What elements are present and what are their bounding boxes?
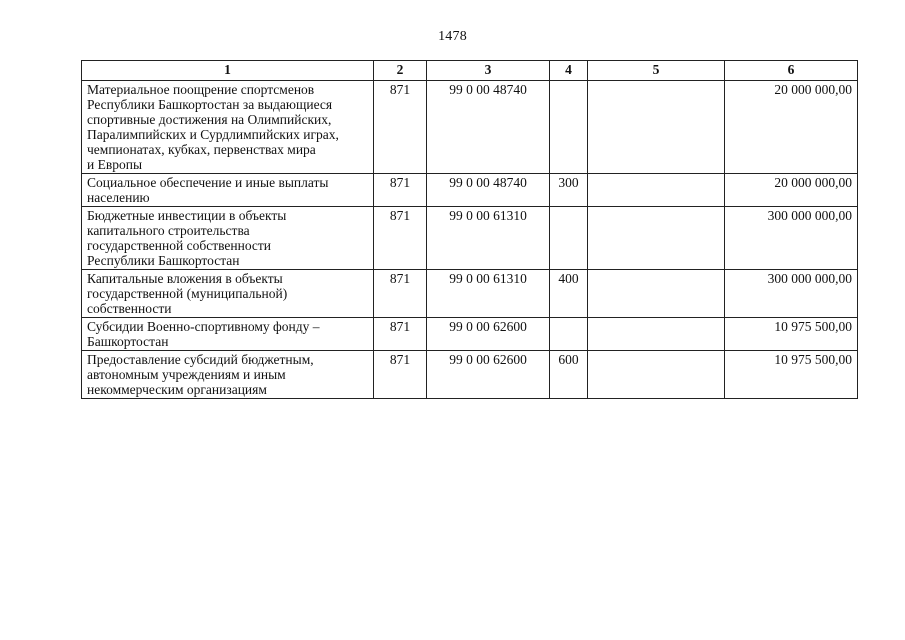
row-col4: 400 xyxy=(550,270,588,318)
row-col5 xyxy=(588,351,725,399)
row-col5 xyxy=(588,318,725,351)
row-col6: 20 000 000,00 xyxy=(725,174,858,207)
table-row xyxy=(82,174,858,207)
table-row xyxy=(82,81,858,174)
page-number: 1478 xyxy=(438,29,467,44)
row-name xyxy=(82,174,374,207)
row-col6: 10 975 500,00 xyxy=(725,318,858,351)
header-col-4: 4 xyxy=(550,61,588,81)
row-name xyxy=(82,207,374,270)
row-col5 xyxy=(588,270,725,318)
row-col2: 871 xyxy=(374,318,427,351)
row-name xyxy=(82,81,374,174)
row-col4 xyxy=(550,207,588,270)
row-col4 xyxy=(550,81,588,174)
row-name xyxy=(82,318,374,351)
row-col2: 871 xyxy=(374,81,427,174)
table-row xyxy=(82,207,858,270)
row-col2: 871 xyxy=(374,270,427,318)
budget-table xyxy=(81,60,858,399)
header-col-6: 6 xyxy=(725,61,858,81)
row-col4: 600 xyxy=(550,351,588,399)
row-col3: 99 0 00 62600 xyxy=(427,351,550,399)
header-col-3: 3 xyxy=(427,61,550,81)
row-col3: 99 0 00 61310 xyxy=(427,270,550,318)
row-col4: 300 xyxy=(550,174,588,207)
header-col-5: 5 xyxy=(588,61,725,81)
row-col5 xyxy=(588,207,725,270)
row-name-text: Материальное поощрение спортсменов Республики Башкортостан за выдающиеся спортивные достижения на Олимпийских, Паралимпийских и Сурдлимпийских играх, чемпионатах, кубках, первенствах мира и Европы xyxy=(87,82,339,172)
row-col3: 99 0 00 48740 xyxy=(427,81,550,174)
row-name xyxy=(82,270,374,318)
row-name-text: Социальное обеспечение и иные выплаты населению xyxy=(87,175,329,205)
row-col6: 300 000 000,00 xyxy=(725,207,858,270)
row-name-text: Бюджетные инвестиции в объекты капитального строительства государственной собственности Республики Башкортостан xyxy=(87,208,287,268)
header-col-1: 1 xyxy=(82,61,374,81)
table-header-row xyxy=(82,61,858,81)
row-col3: 99 0 00 48740 xyxy=(427,174,550,207)
row-col6: 10 975 500,00 xyxy=(725,351,858,399)
header-col-2: 2 xyxy=(374,61,427,81)
row-col2: 871 xyxy=(374,207,427,270)
row-col5 xyxy=(588,81,725,174)
row-name-text: Предоставление субсидий бюджетным, автономным учреждениям и иным некоммерческим организациям xyxy=(87,352,314,397)
row-name xyxy=(82,351,374,399)
row-col6: 20 000 000,00 xyxy=(725,81,858,174)
row-col3: 99 0 00 62600 xyxy=(427,318,550,351)
row-name-text: Субсидии Военно-спортивному фонду – Башкортостан xyxy=(87,319,320,349)
row-col2: 871 xyxy=(374,174,427,207)
table-row xyxy=(82,318,858,351)
row-col4 xyxy=(550,318,588,351)
row-name-text: Капитальные вложения в объекты государственной (муниципальной) собственности xyxy=(87,271,288,316)
table-row xyxy=(82,351,858,399)
table-row xyxy=(82,270,858,318)
row-col3: 99 0 00 61310 xyxy=(427,207,550,270)
row-col6: 300 000 000,00 xyxy=(725,270,858,318)
row-col2: 871 xyxy=(374,351,427,399)
row-col5 xyxy=(588,174,725,207)
